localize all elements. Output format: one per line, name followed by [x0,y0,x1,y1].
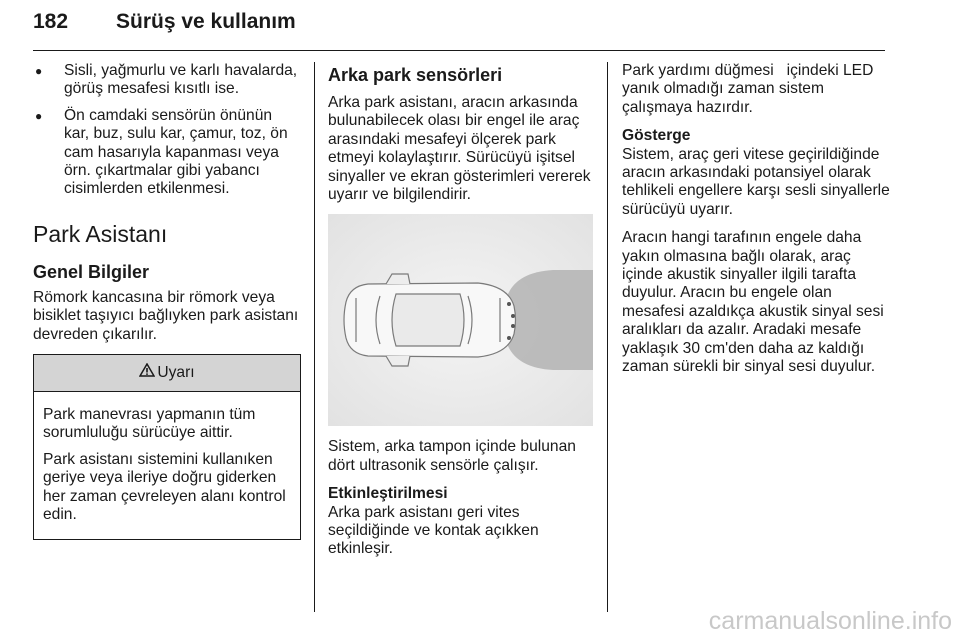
column-left [33,62,301,540]
column-divider [314,62,315,612]
column-right [622,62,890,387]
paragraph: Park yardımı düğmesi içindeki LED yanık olmadığı zaman sistem çalışmaya hazırdır. [622,62,874,116]
paragraph: Aracın hangi tarafının engele daha yakın olmasına bağlı olarak, araç içinde akustik sinyaller ilgili tarafta duyulur. Aracın bu engele olan mesafesi azaldıkça akustik sinyal sesi aralıkları da azalır. Aradaki mesafe yaklaşık 30 cm'den daha az kaldığı zaman sürekli bir sinyal sesi duyulur. [622,229,884,376]
page-number: 182 [33,10,69,33]
section-title: Park Asistanı [33,220,168,247]
warning-triangle-icon [139,363,155,382]
display-heading: Gösterge [622,127,691,145]
warning-body [34,392,300,538]
section-heading: Arka park sensörleri [328,65,503,85]
car-sensor-illustration [328,214,593,426]
page-header [33,0,885,51]
list-item: ● Sisli, yağmurlu ve karlı havalarda, görüş mesafesi kısıtlı ise. [33,62,301,99]
paragraph: Sistem, arka tampon içinde bulunan dört ultrasonik sensörle çalışır. [328,438,576,474]
list-item: ● Ön camdaki sensörün önünün kar, buz, sulu kar, çamur, toz, ön cam hasarıyla kapanması veya örn. çıkartmalar gibi yabancı cisimlerden etkilenmesi. [33,107,301,199]
paragraph: Arka park asistanı geri vites seçildiğinde ve kontak açıkken etkinleşir. [328,503,539,558]
chapter-title: Sürüş ve kullanım [116,10,296,33]
paragraph: Sistem, araç geri vitese geçirildiğinde aracın arkasındaki potansiyel olarak tehlikeli engellere karşı sesli sinyallerle sürücüyü uyarır. [622,145,890,218]
warning-title: Uyarı [157,363,195,381]
bullet-list [33,62,301,199]
warning-box [33,354,301,539]
subsection-title: Genel Bilgiler [33,261,150,282]
paragraph: Arka park asistanı, aracın arkasında bulunabilecek olası bir engel ile araç arasındaki mesafeyi ölçerek park etmeyi kolaylaştırır. Sürücüyü işitsel sinyaller ve ekran gösterimleri vererek uyarır ve bilgilendirir. [328,94,591,204]
warning-header [34,355,300,392]
column-middle [328,62,594,569]
warning-paragraph: Park asistanı sistemini kullanıken geriye veya ileriye doğru giderken her zaman çevreleyen alanı kontrol edin. [43,450,286,524]
intro-paragraph: Römork kancasına bir römork veya bisiklet taşıyıcı bağlıyken park asistanı devreden çıkarılır. [33,288,299,343]
column-divider [607,62,608,612]
warning-paragraph: Park manevrası yapmanın tüm sorumluluğu sürücüye aittir. [43,406,256,442]
activation-heading: Etkinleştirilmesi [328,485,448,503]
watermark: carmanualsonline.info [708,607,952,635]
